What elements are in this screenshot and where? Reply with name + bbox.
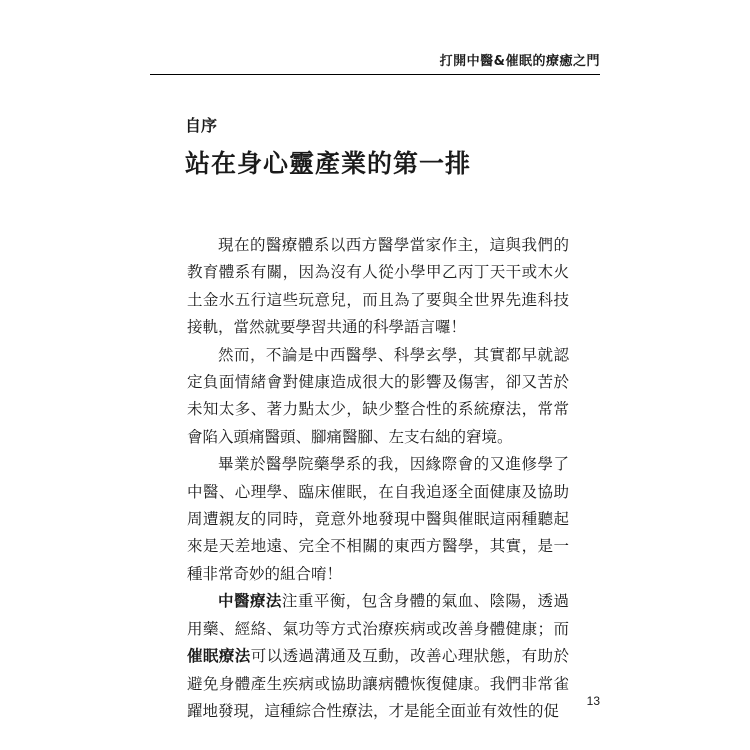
paragraph-1: 現在的醫療體系以西方醫學當家作主，這與我們的教育體系有關，因為沒有人從小學甲乙丙丁天干或木火土金水五行這些玩意兒，而且為了要與全世界先進科技接軌，當然就要學習共通的科學語言囉！ — [187, 236, 569, 337]
header-rule — [150, 74, 600, 75]
chapter-title: 站在身心靈產業的第一排 — [185, 149, 472, 178]
term-hypnotherapy: 催眠療法 — [187, 647, 251, 666]
page-number: 13 — [586, 694, 600, 708]
paragraph-4-text-1: 注重平衡，包含身體的氣血、陰陽，透過用藥、經絡、氣功等方式治療疾病或改善身體健康；而 — [187, 592, 569, 638]
paragraph-2: 然而，不論是中西醫學、科學玄學，其實都早就認定負面情緒會對健康造成很大的影響及傷害，卻又苦於未知太多、著力點太少，缺少整合性的系統療法，常常會陷入頭痛醫頭、腳痛醫腳、左支右絀的窘境。 — [187, 345, 569, 446]
section-label: 自序 — [185, 116, 218, 135]
paragraph-4-text-2: 可以透過溝通及互動，改善心理狀態，有助於避免身體產生疾病或協助讓病體恢復健康。我們非常雀躍地發現，這種綜合性療法，才是能全面並有效性的促 — [187, 647, 569, 720]
term-chinese-medicine: 中醫療法 — [218, 592, 282, 611]
paragraph-3: 畢業於醫學院藥學系的我，因緣際會的又進修學了中醫、心理學、臨床催眠，在自我追逐全面健康及協助周遭親友的同時，竟意外地發現中醫與催眠這兩種聽起來是天差地遠、完全不相關的東西方醫學，其實，是一種非常奇妙的組合唷！ — [187, 455, 569, 583]
body-text — [187, 232, 569, 725]
running-header: 打開中醫&催眠的療癒之門 — [439, 54, 600, 69]
paragraph-4 — [187, 588, 569, 725]
